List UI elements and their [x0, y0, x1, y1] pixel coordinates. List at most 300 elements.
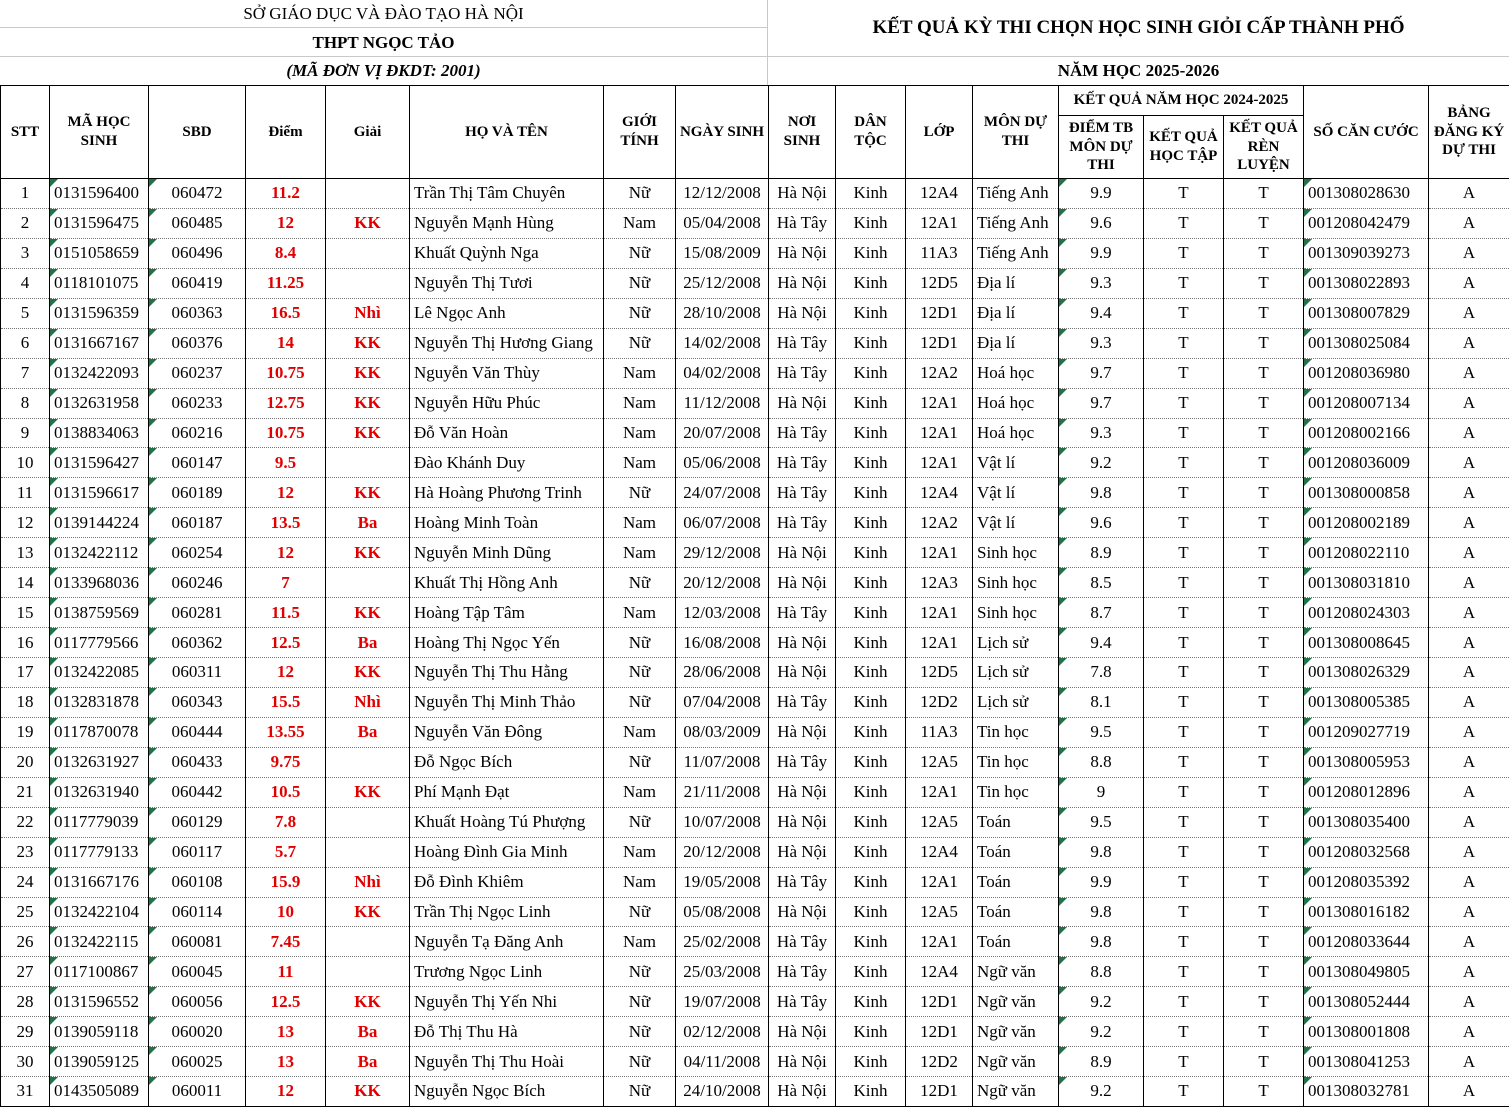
cell-diem: 15.5	[246, 687, 326, 717]
text-as-number-marker-icon	[50, 957, 58, 965]
cell-ho-va-ten: Đỗ Đình Khiêm	[410, 867, 604, 897]
col-group-ket-qua-nam-hoc: KẾT QUẢ NĂM HỌC 2024-2025	[1059, 86, 1304, 116]
cell-so-can-cuoc: 001208035392	[1304, 867, 1429, 897]
cell-giai: KK	[326, 987, 410, 1017]
cell-diem-tb-mon-du-thi: 9.8	[1059, 927, 1144, 957]
cell-mon-du-thi: Tiếng Anh	[973, 238, 1059, 268]
cell-ket-qua-ren-luyen: T	[1224, 1047, 1304, 1077]
cell-diem-tb-mon-du-thi: 9.4	[1059, 298, 1144, 328]
cell-ma-hoc-sinh: 0131667167	[50, 328, 149, 358]
cell-dan-toc: Kinh	[836, 298, 906, 328]
cell-so-can-cuoc: 001308000858	[1304, 478, 1429, 508]
cell-so-can-cuoc: 001308025084	[1304, 328, 1429, 358]
cell-dan-toc: Kinh	[836, 807, 906, 837]
cell-mon-du-thi: Ngữ văn	[973, 1077, 1059, 1107]
cell-noi-sinh: Hà Nội	[769, 238, 836, 268]
cell-gioi-tinh: Nữ	[604, 268, 676, 298]
col-header-dan-toc: DÂN TỘC	[836, 86, 906, 179]
cell-stt: 16	[1, 628, 50, 658]
cell-mon-du-thi: Tin học	[973, 717, 1059, 747]
table-row	[1, 957, 1509, 987]
col-header-lop: LỚP	[906, 86, 973, 179]
cell-lop: 12A1	[906, 388, 973, 418]
text-as-number-marker-icon	[1304, 209, 1312, 217]
cell-sbd: 060216	[149, 418, 246, 448]
cell-diem-tb-mon-du-thi: 9.4	[1059, 628, 1144, 658]
cell-ho-va-ten: Nguyễn Ngọc Bích	[410, 1077, 604, 1107]
text-as-number-marker-icon	[50, 299, 58, 307]
text-as-number-marker-icon	[50, 269, 58, 277]
table-row	[1, 538, 1509, 568]
cell-noi-sinh: Hà Nội	[769, 1047, 836, 1077]
cell-bang-dang-ky-du-thi: A	[1429, 777, 1509, 807]
cell-ngay-sinh: 07/04/2008	[676, 687, 769, 717]
cell-dan-toc: Kinh	[836, 538, 906, 568]
cell-dan-toc: Kinh	[836, 777, 906, 807]
cell-so-can-cuoc: 001308016182	[1304, 897, 1429, 927]
cell-ket-qua-ren-luyen: T	[1224, 897, 1304, 927]
cell-dan-toc: Kinh	[836, 568, 906, 598]
cell-bang-dang-ky-du-thi: A	[1429, 837, 1509, 867]
cell-ho-va-ten: Đào Khánh Duy	[410, 448, 604, 478]
cell-noi-sinh: Hà Tây	[769, 478, 836, 508]
cell-noi-sinh: Hà Tây	[769, 418, 836, 448]
cell-sbd: 060147	[149, 448, 246, 478]
text-as-number-marker-icon	[1304, 329, 1312, 337]
cell-giai	[326, 238, 410, 268]
text-as-number-marker-icon	[50, 688, 58, 696]
cell-sbd: 060442	[149, 777, 246, 807]
text-as-number-marker-icon	[50, 778, 58, 786]
text-as-number-marker-icon	[50, 329, 58, 337]
text-as-number-marker-icon	[1304, 299, 1312, 307]
cell-noi-sinh: Hà Nội	[769, 1017, 836, 1047]
cell-lop: 12D1	[906, 298, 973, 328]
cell-ket-qua-ren-luyen: T	[1224, 388, 1304, 418]
col-header-ho-va-ten: HỌ VÀ TÊN	[410, 86, 604, 179]
cell-ngay-sinh: 05/08/2008	[676, 897, 769, 927]
cell-ngay-sinh: 25/02/2008	[676, 927, 769, 957]
cell-so-can-cuoc: 001308049805	[1304, 957, 1429, 987]
cell-bang-dang-ky-du-thi: A	[1429, 717, 1509, 747]
text-as-number-marker-icon	[50, 538, 58, 546]
cell-ket-qua-hoc-tap: T	[1144, 747, 1224, 777]
cell-ho-va-ten: Trần Thị Ngọc Linh	[410, 897, 604, 927]
cell-diem-tb-mon-du-thi: 9.6	[1059, 208, 1144, 238]
cell-diem-tb-mon-du-thi: 8.9	[1059, 538, 1144, 568]
cell-ma-hoc-sinh: 0131596427	[50, 448, 149, 478]
results-table-body	[1, 179, 1509, 1107]
col-header-stt: STT	[1, 86, 50, 179]
text-as-number-marker-icon	[1304, 658, 1312, 666]
cell-sbd: 060025	[149, 1047, 246, 1077]
cell-ket-qua-ren-luyen: T	[1224, 1077, 1304, 1107]
cell-gioi-tinh: Nữ	[604, 1077, 676, 1107]
cell-gioi-tinh: Nam	[604, 927, 676, 957]
text-as-number-marker-icon	[50, 239, 58, 247]
text-as-number-marker-icon	[149, 987, 157, 995]
cell-stt: 21	[1, 777, 50, 807]
text-as-number-marker-icon	[149, 808, 157, 816]
cell-noi-sinh: Hà Nội	[769, 1077, 836, 1107]
text-as-number-marker-icon	[1304, 478, 1312, 486]
text-as-number-marker-icon	[1304, 239, 1312, 247]
text-as-number-marker-icon	[50, 987, 58, 995]
cell-stt: 22	[1, 807, 50, 837]
cell-ket-qua-hoc-tap: T	[1144, 807, 1224, 837]
cell-ma-hoc-sinh: 0132422115	[50, 927, 149, 957]
text-as-number-marker-icon	[50, 868, 58, 876]
cell-sbd: 060311	[149, 658, 246, 688]
cell-ngay-sinh: 21/11/2008	[676, 777, 769, 807]
text-as-number-marker-icon	[50, 598, 58, 606]
cell-mon-du-thi: Lịch sử	[973, 687, 1059, 717]
cell-dan-toc: Kinh	[836, 747, 906, 777]
cell-stt: 23	[1, 837, 50, 867]
cell-mon-du-thi: Ngữ văn	[973, 987, 1059, 1017]
cell-ho-va-ten: Nguyễn Thị Yến Nhi	[410, 987, 604, 1017]
cell-diem-tb-mon-du-thi: 8.8	[1059, 957, 1144, 987]
cell-ket-qua-hoc-tap: T	[1144, 388, 1224, 418]
cell-ket-qua-ren-luyen: T	[1224, 179, 1304, 209]
text-as-number-marker-icon	[149, 239, 157, 247]
cell-lop: 12D5	[906, 658, 973, 688]
table-row	[1, 268, 1509, 298]
cell-lop: 12A4	[906, 957, 973, 987]
cell-gioi-tinh: Nam	[604, 867, 676, 897]
table-row	[1, 1017, 1509, 1047]
cell-ngay-sinh: 24/07/2008	[676, 478, 769, 508]
cell-sbd: 060376	[149, 328, 246, 358]
text-as-number-marker-icon	[1059, 838, 1067, 846]
cell-ngay-sinh: 02/12/2008	[676, 1017, 769, 1047]
cell-so-can-cuoc: 001308005385	[1304, 687, 1429, 717]
cell-diem: 11.5	[246, 598, 326, 628]
cell-bang-dang-ky-du-thi: A	[1429, 747, 1509, 777]
cell-bang-dang-ky-du-thi: A	[1429, 897, 1509, 927]
cell-ma-hoc-sinh: 0139144224	[50, 508, 149, 538]
results-table	[0, 85, 1509, 1107]
cell-ket-qua-ren-luyen: T	[1224, 747, 1304, 777]
cell-noi-sinh: Hà Tây	[769, 927, 836, 957]
table-row	[1, 897, 1509, 927]
text-as-number-marker-icon	[50, 718, 58, 726]
text-as-number-marker-icon	[1059, 1047, 1067, 1055]
cell-mon-du-thi: Lịch sử	[973, 628, 1059, 658]
cell-noi-sinh: Hà Tây	[769, 867, 836, 897]
cell-ma-hoc-sinh: 0132422093	[50, 358, 149, 388]
cell-ngay-sinh: 05/04/2008	[676, 208, 769, 238]
cell-ket-qua-ren-luyen: T	[1224, 208, 1304, 238]
cell-ho-va-ten: Trương Ngọc Linh	[410, 957, 604, 987]
cell-ma-hoc-sinh: 0139059118	[50, 1017, 149, 1047]
cell-sbd: 060108	[149, 867, 246, 897]
cell-diem: 10.75	[246, 358, 326, 388]
text-as-number-marker-icon	[1059, 718, 1067, 726]
cell-ket-qua-hoc-tap: T	[1144, 867, 1224, 897]
cell-ket-qua-hoc-tap: T	[1144, 448, 1224, 478]
cell-dan-toc: Kinh	[836, 508, 906, 538]
text-as-number-marker-icon	[50, 568, 58, 576]
cell-ho-va-ten: Khuất Hoàng Tú Phượng	[410, 807, 604, 837]
cell-ho-va-ten: Nguyễn Hữu Phúc	[410, 388, 604, 418]
cell-diem-tb-mon-du-thi: 9.3	[1059, 418, 1144, 448]
cell-diem: 11.2	[246, 179, 326, 209]
cell-diem: 12	[246, 208, 326, 238]
cell-stt: 11	[1, 478, 50, 508]
cell-ho-va-ten: Nguyễn Thị Minh Thảo	[410, 687, 604, 717]
cell-mon-du-thi: Sinh học	[973, 568, 1059, 598]
cell-diem-tb-mon-du-thi: 9.2	[1059, 1017, 1144, 1047]
text-as-number-marker-icon	[1304, 927, 1312, 935]
text-as-number-marker-icon	[1059, 688, 1067, 696]
text-as-number-marker-icon	[1304, 748, 1312, 756]
text-as-number-marker-icon	[149, 718, 157, 726]
table-row	[1, 867, 1509, 897]
cell-gioi-tinh: Nam	[604, 837, 676, 867]
exam-title: KẾT QUẢ KỲ THI CHỌN HỌC SINH GIỎI CẤP THÀNH PHỐ	[768, 0, 1509, 57]
text-as-number-marker-icon	[50, 628, 58, 636]
text-as-number-marker-icon	[149, 1047, 157, 1055]
cell-diem: 12	[246, 658, 326, 688]
text-as-number-marker-icon	[50, 898, 58, 906]
text-as-number-marker-icon	[50, 508, 58, 516]
text-as-number-marker-icon	[50, 209, 58, 217]
cell-mon-du-thi: Toán	[973, 927, 1059, 957]
cell-lop: 12A1	[906, 418, 973, 448]
cell-gioi-tinh: Nữ	[604, 987, 676, 1017]
text-as-number-marker-icon	[1304, 568, 1312, 576]
cell-dan-toc: Kinh	[836, 867, 906, 897]
school-info	[0, 0, 768, 85]
cell-gioi-tinh: Nữ	[604, 628, 676, 658]
cell-diem: 12.75	[246, 388, 326, 418]
cell-sbd: 060254	[149, 538, 246, 568]
cell-ma-hoc-sinh: 0138759569	[50, 598, 149, 628]
cell-stt: 2	[1, 208, 50, 238]
cell-ket-qua-ren-luyen: T	[1224, 478, 1304, 508]
cell-lop: 12A2	[906, 358, 973, 388]
text-as-number-marker-icon	[1304, 868, 1312, 876]
cell-bang-dang-ky-du-thi: A	[1429, 328, 1509, 358]
table-row	[1, 687, 1509, 717]
cell-sbd: 060187	[149, 508, 246, 538]
text-as-number-marker-icon	[149, 1077, 157, 1085]
text-as-number-marker-icon	[1304, 448, 1312, 456]
text-as-number-marker-icon	[1304, 1077, 1312, 1085]
cell-gioi-tinh: Nam	[604, 598, 676, 628]
cell-giai	[326, 268, 410, 298]
cell-giai	[326, 837, 410, 867]
text-as-number-marker-icon	[149, 478, 157, 486]
cell-noi-sinh: Hà Nội	[769, 628, 836, 658]
cell-gioi-tinh: Nữ	[604, 807, 676, 837]
cell-ma-hoc-sinh: 0118101075	[50, 268, 149, 298]
cell-sbd: 060233	[149, 388, 246, 418]
cell-giai	[326, 179, 410, 209]
cell-bang-dang-ky-du-thi: A	[1429, 1077, 1509, 1107]
text-as-number-marker-icon	[1059, 419, 1067, 427]
cell-diem-tb-mon-du-thi: 9.7	[1059, 358, 1144, 388]
cell-bang-dang-ky-du-thi: A	[1429, 658, 1509, 688]
cell-bang-dang-ky-du-thi: A	[1429, 927, 1509, 957]
cell-lop: 12D2	[906, 687, 973, 717]
cell-ket-qua-hoc-tap: T	[1144, 358, 1224, 388]
text-as-number-marker-icon	[1304, 1017, 1312, 1025]
cell-stt: 8	[1, 388, 50, 418]
cell-ho-va-ten: Nguyễn Thị Tươi	[410, 268, 604, 298]
cell-ket-qua-ren-luyen: T	[1224, 777, 1304, 807]
text-as-number-marker-icon	[1059, 628, 1067, 636]
text-as-number-marker-icon	[1059, 179, 1067, 187]
cell-ket-qua-ren-luyen: T	[1224, 508, 1304, 538]
cell-so-can-cuoc: 001208002189	[1304, 508, 1429, 538]
cell-so-can-cuoc: 001208042479	[1304, 208, 1429, 238]
cell-stt: 6	[1, 328, 50, 358]
cell-mon-du-thi: Ngữ văn	[973, 1017, 1059, 1047]
cell-stt: 20	[1, 747, 50, 777]
cell-lop: 12A1	[906, 448, 973, 478]
cell-diem-tb-mon-du-thi: 9.5	[1059, 717, 1144, 747]
cell-ho-va-ten: Đỗ Văn Hoàn	[410, 418, 604, 448]
cell-ngay-sinh: 28/10/2008	[676, 298, 769, 328]
cell-stt: 29	[1, 1017, 50, 1047]
cell-ho-va-ten: Đỗ Ngọc Bích	[410, 747, 604, 777]
cell-sbd: 060343	[149, 687, 246, 717]
text-as-number-marker-icon	[50, 808, 58, 816]
cell-so-can-cuoc: 001308005953	[1304, 747, 1429, 777]
cell-diem: 7.45	[246, 927, 326, 957]
cell-diem-tb-mon-du-thi: 9.8	[1059, 837, 1144, 867]
cell-diem-tb-mon-du-thi: 9.7	[1059, 388, 1144, 418]
text-as-number-marker-icon	[149, 658, 157, 666]
cell-noi-sinh: Hà Nội	[769, 777, 836, 807]
cell-dan-toc: Kinh	[836, 837, 906, 867]
text-as-number-marker-icon	[1304, 808, 1312, 816]
cell-stt: 25	[1, 897, 50, 927]
cell-dan-toc: Kinh	[836, 598, 906, 628]
cell-stt: 15	[1, 598, 50, 628]
text-as-number-marker-icon	[1059, 898, 1067, 906]
cell-ngay-sinh: 25/03/2008	[676, 957, 769, 987]
text-as-number-marker-icon	[1059, 508, 1067, 516]
cell-so-can-cuoc: 001309039273	[1304, 238, 1429, 268]
table-row	[1, 628, 1509, 658]
exam-header	[768, 0, 1509, 85]
cell-ngay-sinh: 04/11/2008	[676, 1047, 769, 1077]
cell-bang-dang-ky-du-thi: A	[1429, 179, 1509, 209]
cell-ngay-sinh: 24/10/2008	[676, 1077, 769, 1107]
text-as-number-marker-icon	[149, 568, 157, 576]
cell-ho-va-ten: Đỗ Thị Thu Hà	[410, 1017, 604, 1047]
cell-mon-du-thi: Địa lí	[973, 298, 1059, 328]
text-as-number-marker-icon	[149, 389, 157, 397]
cell-stt: 13	[1, 538, 50, 568]
cell-gioi-tinh: Nam	[604, 717, 676, 747]
text-as-number-marker-icon	[1059, 868, 1067, 876]
cell-so-can-cuoc: 001308028630	[1304, 179, 1429, 209]
text-as-number-marker-icon	[149, 269, 157, 277]
text-as-number-marker-icon	[1059, 448, 1067, 456]
text-as-number-marker-icon	[1304, 688, 1312, 696]
cell-mon-du-thi: Tiếng Anh	[973, 208, 1059, 238]
cell-giai	[326, 448, 410, 478]
cell-ket-qua-hoc-tap: T	[1144, 927, 1224, 957]
cell-gioi-tinh: Nam	[604, 508, 676, 538]
cell-ngay-sinh: 11/12/2008	[676, 388, 769, 418]
cell-diem-tb-mon-du-thi: 9.8	[1059, 478, 1144, 508]
text-as-number-marker-icon	[1059, 778, 1067, 786]
cell-diem: 5.7	[246, 837, 326, 867]
cell-ho-va-ten: Phí Mạnh Đạt	[410, 777, 604, 807]
cell-noi-sinh: Hà Nội	[769, 388, 836, 418]
text-as-number-marker-icon	[1059, 329, 1067, 337]
cell-diem: 13	[246, 1047, 326, 1077]
cell-bang-dang-ky-du-thi: A	[1429, 598, 1509, 628]
cell-giai: Ba	[326, 628, 410, 658]
cell-noi-sinh: Hà Nội	[769, 658, 836, 688]
cell-diem-tb-mon-du-thi: 8.1	[1059, 687, 1144, 717]
text-as-number-marker-icon	[149, 927, 157, 935]
cell-ho-va-ten: Nguyễn Văn Đông	[410, 717, 604, 747]
cell-stt: 17	[1, 658, 50, 688]
cell-ket-qua-hoc-tap: T	[1144, 957, 1224, 987]
text-as-number-marker-icon	[1059, 538, 1067, 546]
cell-noi-sinh: Hà Tây	[769, 687, 836, 717]
cell-diem-tb-mon-du-thi: 9.3	[1059, 328, 1144, 358]
text-as-number-marker-icon	[149, 688, 157, 696]
cell-ma-hoc-sinh: 0117779039	[50, 807, 149, 837]
text-as-number-marker-icon	[149, 538, 157, 546]
text-as-number-marker-icon	[1059, 927, 1067, 935]
text-as-number-marker-icon	[1304, 628, 1312, 636]
text-as-number-marker-icon	[1059, 987, 1067, 995]
cell-diem: 10.5	[246, 777, 326, 807]
cell-bang-dang-ky-du-thi: A	[1429, 957, 1509, 987]
cell-so-can-cuoc: 001308035400	[1304, 807, 1429, 837]
cell-ket-qua-hoc-tap: T	[1144, 568, 1224, 598]
cell-bang-dang-ky-du-thi: A	[1429, 508, 1509, 538]
cell-ngay-sinh: 14/02/2008	[676, 328, 769, 358]
cell-stt: 30	[1, 1047, 50, 1077]
cell-noi-sinh: Hà Tây	[769, 508, 836, 538]
cell-giai: KK	[326, 658, 410, 688]
cell-dan-toc: Kinh	[836, 687, 906, 717]
cell-gioi-tinh: Nữ	[604, 658, 676, 688]
cell-ma-hoc-sinh: 0151058659	[50, 238, 149, 268]
report-header	[0, 0, 1509, 85]
cell-stt: 10	[1, 448, 50, 478]
cell-lop: 12A1	[906, 777, 973, 807]
cell-sbd: 060045	[149, 957, 246, 987]
cell-sbd: 060496	[149, 238, 246, 268]
cell-ket-qua-ren-luyen: T	[1224, 358, 1304, 388]
text-as-number-marker-icon	[1059, 598, 1067, 606]
cell-diem: 12	[246, 538, 326, 568]
cell-ket-qua-hoc-tap: T	[1144, 658, 1224, 688]
cell-so-can-cuoc: 001208032568	[1304, 837, 1429, 867]
cell-giai	[326, 927, 410, 957]
cell-diem: 10	[246, 897, 326, 927]
cell-ho-va-ten: Hoàng Đình Gia Minh	[410, 837, 604, 867]
cell-dan-toc: Kinh	[836, 897, 906, 927]
cell-gioi-tinh: Nam	[604, 538, 676, 568]
cell-lop: 12A4	[906, 179, 973, 209]
cell-lop: 12D5	[906, 268, 973, 298]
cell-ho-va-ten: Nguyễn Minh Dũng	[410, 538, 604, 568]
cell-diem: 10.75	[246, 418, 326, 448]
cell-dan-toc: Kinh	[836, 658, 906, 688]
